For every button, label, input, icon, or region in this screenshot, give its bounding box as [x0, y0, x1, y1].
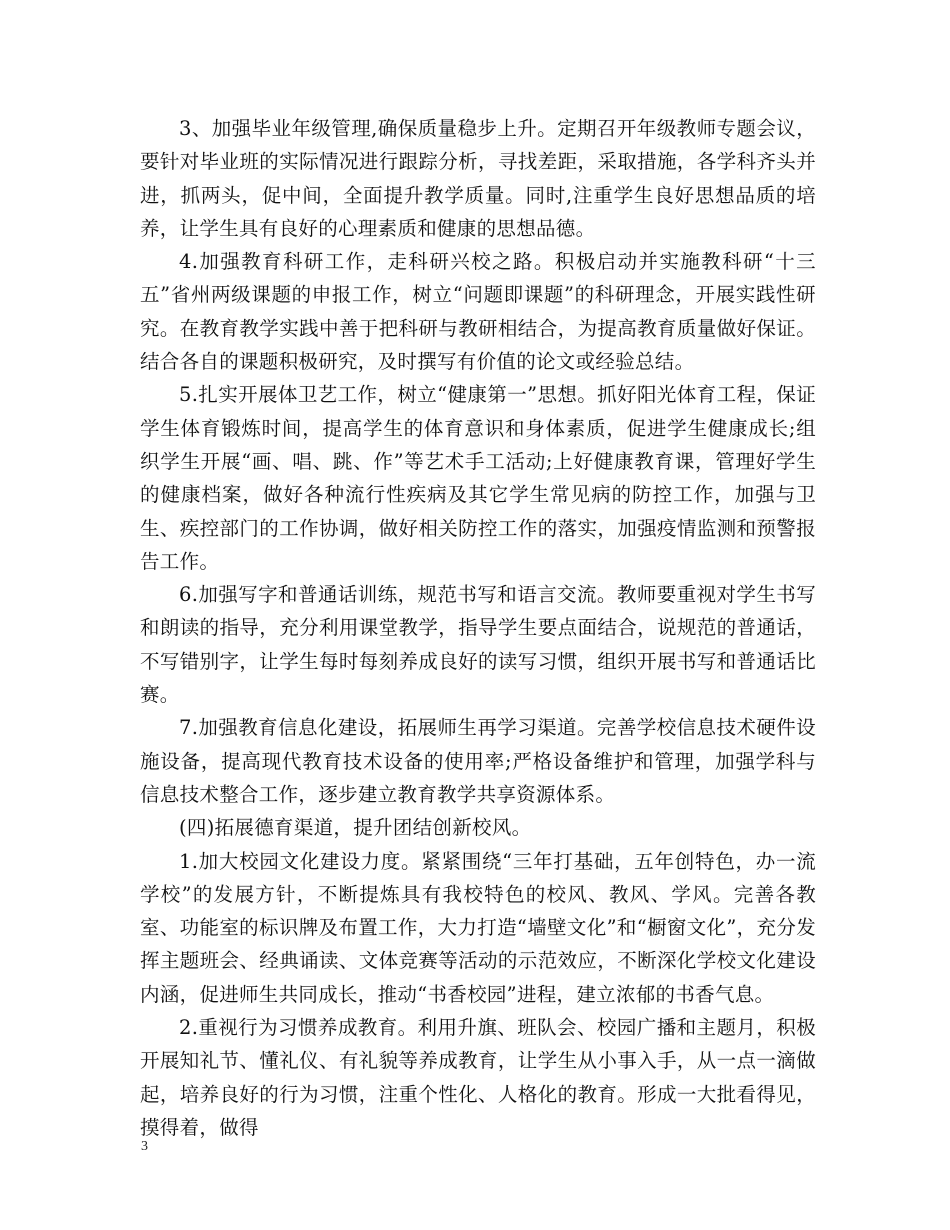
paragraph-sports-health-arts: 5.扎实开展体卫艺工作，树立“健康第一”思想。抓好阳光体育工程，保证学生体育锻炼时间，提高学生的体育意识和身体素质，促进学生健康成长;组织学生开展“画、唱、跳、作”等艺术手工活动;上好健康教育课，管理好学生的健康档案，做好各种流行性疾病及其它学生常见病的防控工作，加强与卫生、疾控部门的工作协调，做好相关防控工作的落实，加强疫情监测和预警报告工作。	[140, 383, 816, 573]
paragraph-behavior-habits: 2.重视行为习惯养成教育。利用升旗、班队会、校园广播和主题月，积极开展知礼节、懂礼仪、有礼貌等养成教育，让学生从小事入手，从一点一滴做起，培养良好的行为习惯，注重个性化、人格化的教育。形成一大批看得见，摸得着，做得	[140, 1016, 816, 1139]
paragraph-education-informatization: 7.加强教育信息化建设，拓展师生再学习渠道。完善学校信息技术硬件设施设备，提高现代教育技术设备的使用率;严格设备维护和管理，加强学科与信息技术整合工作，逐步建立教育教学共享资源体系。	[140, 716, 816, 806]
section-heading-moral-education: (四)拓展德育渠道，提升团结创新校风。	[179, 816, 532, 840]
page-number: 3	[141, 1139, 148, 1154]
paragraph-campus-culture: 1.加大校园文化建设力度。紧紧围绕“三年打基础，五年创特色，办一流学校”的发展方针，不断提炼具有我校特色的校风、教风、学风。完善各教室、功能室的标识牌及布置工作，大力打造“墙壁文化”和“橱窗文化”，充分发挥主题班会、经典诵读、文体竞赛等活动的示范效应，不断深化学校文化建设内涵，促进师生共同成长，推动“书香校园”进程，建立浓郁的书香气息。	[140, 849, 816, 1006]
document-body	[140, 112, 816, 1144]
paragraph-education-research: 4.加强教育科研工作，走科研兴校之路。积极启动并实施教科研“十三五”省州两级课题的申报工作，树立“问题即课题”的科研理念，开展实践性研究。在教育教学实践中善于把科研与教研相结合，为提高教育质量做好保证。结合各自的课题积极研究，及时撰写有价值的论文或经验总结。	[140, 250, 816, 374]
paragraph-graduating-grade-management: 3、加强毕业年级管理,确保质量稳步上升。定期召开年级教师专题会议，要针对毕业班的实际情况进行跟踪分析，寻找差距，采取措施，各学科齐头并进，抓两头，促中间，全面提升教学质量。同时,注重学生良好思想品质的培养，让学生具有良好的心理素质和健康的思想品德。	[140, 117, 816, 240]
paragraph-writing-mandarin: 6.加强写字和普通话训练，规范书写和语言交流。教师要重视对学生书写和朗读的指导，充分利用课堂教学，指导学生要点面结合，说规范的普通话，不写错别字，让学生每时每刻养成良好的读写习惯，组织开展书写和普通话比赛。	[140, 583, 816, 707]
